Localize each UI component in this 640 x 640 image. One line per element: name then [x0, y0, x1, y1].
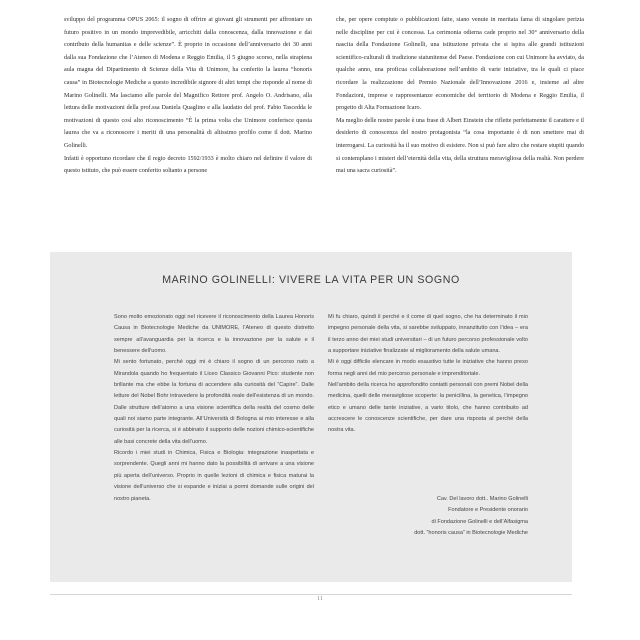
- signature-line: di Fondazione Golinelli e dell’Alfasigma: [431, 518, 528, 525]
- box-left-column: [114, 312, 314, 505]
- article-paragraph: che, per opere compiute o pubblicazioni fatte, siano venute in meritata fama di singolare perizia nelle discipline per cui è concessa. La cerimonia odierna cade proprio nel 30° anniversario della nascita della Fondazione Golinelli, una istituzione privata che si ispira alle grandi istituzioni scientifico-culturali di tradizione statunitense del Paese. Fondazione con cui Unimore ha avviato, da qualche anno, una proficua collaborazione nell’ambito di varie iniziative, tra le quali ci piace ricordare la realizzazione del Premio Nazionale dell’Innovazione 2016 e, insieme ad altre Fondazioni, imprese e rappresentanze economiche del territorio di Modena e Reggio Emilia, il progetto di Alta Formazione Icaro.: [336, 17, 584, 112]
- article-right-column: [336, 14, 584, 178]
- box-paragraph: Mi è oggi difficile elencare in modo esaustivo tutte le iniziative che hanno preso forma negli anni del mio percorso personale e imprenditoriale.: [328, 359, 528, 377]
- signature-line: dott. “honoris causa” in Biotecnologie Mediche: [414, 530, 528, 537]
- article-paragraph: Ma meglio delle nostre parole è una frase di Albert Einstein che riflette perfettamente il carattere e il desiderio di conoscenza del nostro protagonista “la cosa importante è di non smettere mai di interrogarsi. La curiosità ha il suo motivo di esistere. Non si può fare altro che restare stupiti quando si contemplano i misteri dell’eternità della vita, della struttura meravigliosa della realtà. Non perdere mai una sacra curiosità”.: [336, 117, 584, 175]
- sidebar-box: [50, 252, 572, 582]
- box-paragraph: Nell’ambito della ricerca ho approfondito contatti personali con premi Nobel della medicina, quelli delle meravigliose scoperte: la penicillina, la genetica, l’impegno etico e umano delle tante iniziative, a vario titolo, che hanno contribuito ad accrescere le conoscenze scientifiche, per dare una risposta al perché della nostra vita.: [328, 382, 528, 434]
- box-paragraph: Ricordo i miei studi in Chimica, Fisica e Biologia: integrazione inaspettata e sorprendente. Quegli anni mi hanno dato la possibilità di arrivare a una visione più aperta dell’universo. Proprio in quelle lezioni di chimica e fisica maturai la visione dell’universo che si espande e iniziai a pormi domande sulle origini del nostro pianeta.: [114, 450, 314, 502]
- article-body: [64, 14, 584, 178]
- signature-line: Cav. Del lavoro dott.. Marino Golinelli: [436, 496, 528, 502]
- box-paragraph: Mi fu chiaro, quindi il perché e il come di quel sogno, che ha determinato il mio impegno personale della vita, si sarebbe sviluppato, innanzitutto con l’idea – era il terzo anno dei miei studi universitari – di un futuro percorso professionale volto a supportare iniziative finalizzate al miglioramento della salute umana.: [328, 314, 528, 355]
- page-number: 11: [317, 596, 323, 602]
- box-paragraph: Sono molto emozionato oggi nel ricevere il riconoscimento della Laurea Honoris Causa in Biotecnologie Mediche da UNIMORE, l’Ateneo di questo distretto sempre all’avanguardia per la ricerca e la innovazione per la salute e il benessere dell’uomo.: [114, 314, 314, 355]
- signature-line: Fondatore e Presidente onorario: [448, 507, 528, 514]
- article-left-column: [64, 14, 312, 178]
- box-paragraph: Mi sento fortunato, perché oggi mi è chiaro il sogno di un percorso nato a Mirandola quando ho frequentato il Liceo Classico Giovanni Pico: studente non brillante ma che ebbe la fortuna di accendere alla curiosità del “Capire”. Dalle letture del Nobel Bohr intravedere la profondità reale dell’esistenza di un mondo. Dalle strutture dell’atomo a una visione scientifica della realtà del cosmo delle quali noi siamo parte integrante. All’Università di Bologna ai mio interesse e alla curiosità per la ricerca, si è abbinato il supporto delle nozioni chimico-scientifiche alle basi concrete della vita dell’uomo.: [114, 359, 314, 445]
- box-title: MARINO GOLINELLI: VIVERE LA VITA PER UN SOGNO: [162, 274, 460, 286]
- box-right-column: [328, 312, 528, 437]
- article-paragraph: sviluppo del programma OPUS 2065: il sogno di offrire ai giovani gli strumenti per affrontare un futuro positivo in un mondo imprevedibile, arricchiti dalla conoscenza, dalla innovazione e dai contributo della humanitas e delle scienze”. È proprio in occasione dell’anniversario dei 30 anni dalla sua Fondazione che l’Ateneo di Modena e Reggio Emilia, il 5 giugno scorso, nella strapiena aula magna del Dipartimento di Scienze della Vita di Unimore, ha conferito la laurea “honoris causa” in Biotecnologie Mediche a questo incredibile signore di altri tempi che risponde al nome di Marino Golinelli. Ma lasciamo alle parole del Magnifico Rettore prof. Angelo O. Andrisano, alla lettura delle motivazioni della prof.ssa Daniela Quaglino e alla laudatio del prof. Fabio Tascedda le motivazioni di questo così alto riconoscimento “È la prima volta che Unimore conferisce questa laurea che va a riconoscere i meriti di una personalità di altissimo profilo come il dott. Marino Golinelli.: [64, 17, 312, 149]
- article-paragraph: Infatti è opportuno ricordare che il regio decreto 1592/1933 è molto chiaro nel definire il valore di questo istituto, che può essere conferito soltanto a persone: [64, 155, 312, 175]
- signature-block: [328, 494, 528, 539]
- footer-divider: [50, 594, 572, 595]
